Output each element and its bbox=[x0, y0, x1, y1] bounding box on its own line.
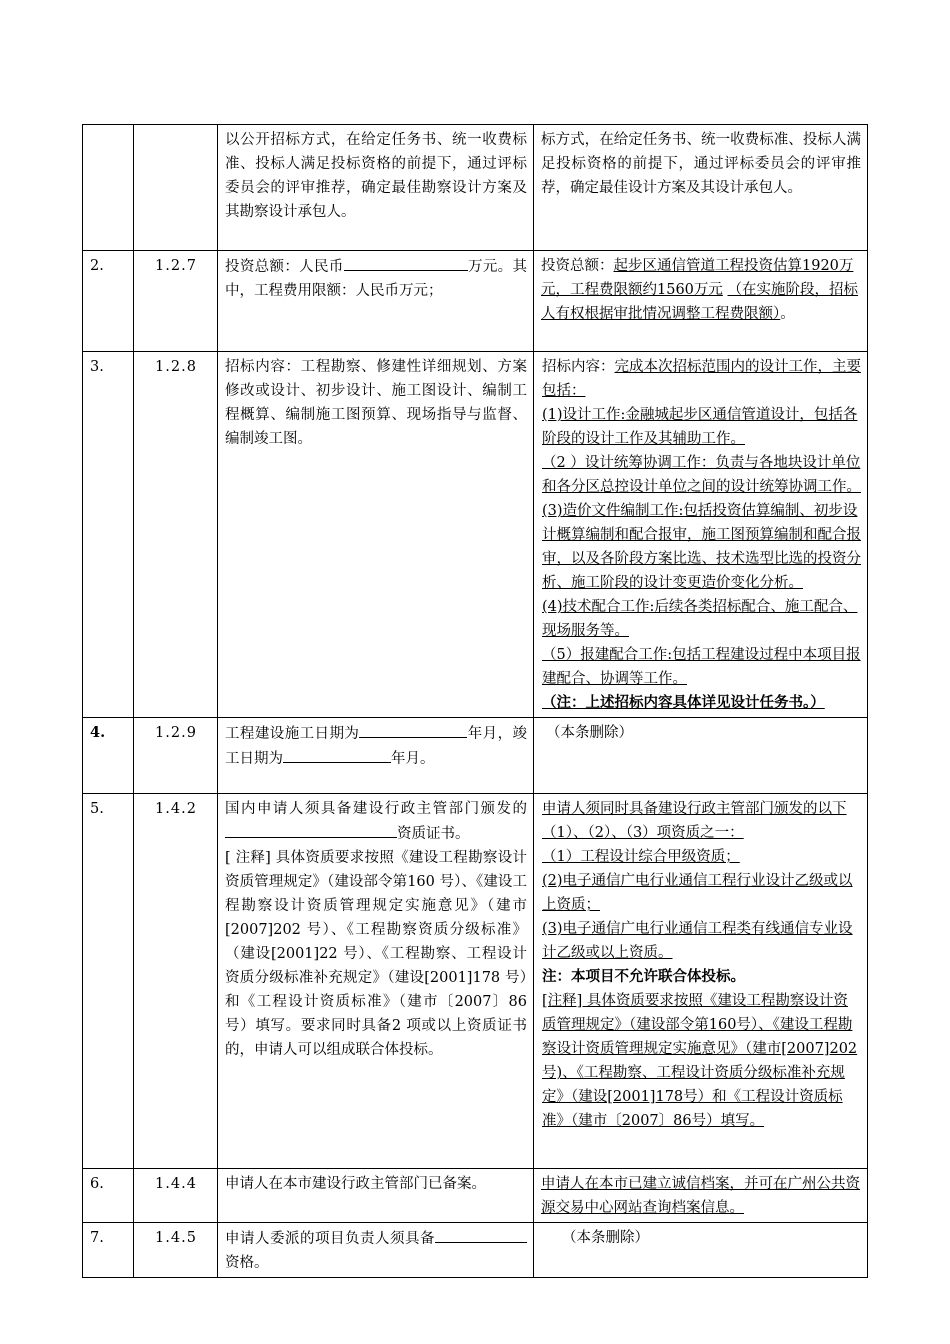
original-text-part: 年月，竣工日期为 bbox=[225, 726, 528, 767]
original-text bbox=[218, 718, 534, 794]
row-number: 3. bbox=[83, 352, 134, 718]
clause-number: 1.4.5 bbox=[134, 1223, 218, 1278]
revised-item: (4)技术配合工作:后续各类招标配合、施工配合、现场服务等。 bbox=[542, 599, 858, 639]
original-text bbox=[218, 1223, 534, 1278]
table-row bbox=[83, 125, 868, 251]
revised-item: （2 ）设计统筹协调工作：负责与各地块设计单位和各分区总控设计单位之间的设计统筹协调工作。 bbox=[542, 455, 861, 495]
table-row bbox=[83, 1223, 868, 1278]
table-row bbox=[83, 352, 868, 718]
original-text-part: 工程建设施工日期为 bbox=[225, 726, 360, 742]
revised-item: 申请人须同时具备建设行政主管部门颁发的以下（1）、（2）、（3）项资质之一： bbox=[542, 801, 847, 841]
clause-number: 1.4.2 bbox=[134, 794, 218, 1169]
revised-lead: 投资总额： bbox=[541, 258, 614, 274]
revised-annotation: [注释] 具体资质要求按照《建设工程勘察设计资质管理规定》（建设部令第160号）、《建设工程勘察设计资质管理规定实施意见》（建市[2007]202号)、《工程勘察、工程设计资质分级标准补充规定》（建设[2001]178号）和《工程设计资质标准》（建市〔2007〕86号）填写。 bbox=[542, 993, 858, 1129]
revised-item: (3)造价文件编制工作:包括投资估算编制、初步设计概算编制和配合报审，施工图预算编制和配合报审，以及各阶段方案比选、技术选型比选的投资分析、施工阶段的设计变更造价变化分析。 bbox=[542, 503, 861, 591]
row-number bbox=[83, 125, 134, 251]
table-row bbox=[83, 794, 868, 1169]
original-text-part: 年月。 bbox=[391, 751, 435, 767]
revised-item: （5）报建配合工作:包括工程建设过程中本项目报建配合、协调等工作。 bbox=[542, 647, 861, 687]
revised-note: 注：本项目不允许联合体投标。 bbox=[542, 968, 745, 985]
original-text: 招标内容：工程勘察、修建性详细规划、方案修改或设计、初步设计、施工图设计、编制工程概算、编制施工图预算、现场指导与监督、编制竣工图。 bbox=[218, 352, 534, 718]
revised-end: 。 bbox=[780, 306, 795, 322]
fill-in-blank bbox=[479, 1226, 527, 1243]
clause-number: 1.2.8 bbox=[134, 352, 218, 718]
row-number: 5. bbox=[83, 794, 134, 1169]
revised-text: （本条删除） bbox=[534, 1223, 868, 1278]
revised-text: （本条删除） bbox=[534, 718, 868, 794]
clause-number: 1.4.4 bbox=[134, 1169, 218, 1223]
table-row bbox=[83, 718, 868, 794]
comparison-table bbox=[82, 124, 868, 1278]
table-row bbox=[83, 251, 868, 352]
original-annotation: [ 注释] 具体资质要求按照《建设工程勘察设计资质管理规定》（建设部令第160 号）、《建设工程勘察设计资质管理规定实施意见》（建市[2007]202 号）、《工程勘察资质分级标准》（建设[2001]22 号）、《工程勘察、工程设计资质分级标准补充规定》（建设[2001]178 号）和《工程设计资质标准》（建市〔2007〕86 号）填写。要求同时具备2 项或以上资质证书的，申请人可以组成联合体投标。 bbox=[225, 850, 527, 1058]
fill-in-blank bbox=[344, 254, 468, 271]
fill-in-blank bbox=[283, 746, 391, 763]
revised-item: 完成本次招标范围内的设计工作，主要包括： bbox=[542, 359, 861, 399]
row-number: 2. bbox=[83, 251, 134, 352]
original-text: 以公开招标方式，在给定任务书、统一收费标准、投标人满足投标资格的前提下，通过评标委员会的评审推荐，确定最佳勘察设计方案及其勘察设计承包人。 bbox=[218, 125, 534, 251]
original-text-part: 资格。 bbox=[225, 1255, 269, 1271]
revised-text bbox=[534, 352, 868, 718]
revised-lead: 招标内容： bbox=[542, 359, 615, 375]
row-number: 4. bbox=[83, 718, 134, 794]
revised-remark: （在实施阶段，招标人有权根据审批情况调整工程费限额） bbox=[541, 282, 859, 322]
original-text-part: 万元。其中，工程费用限额：人民币 bbox=[225, 259, 528, 299]
original-text-part: 国内申请人须具备建设行政主管部门颁发的 bbox=[225, 801, 527, 817]
revised-item: （1）工程设计综合甲级资质； bbox=[542, 849, 740, 865]
original-text bbox=[218, 794, 534, 1169]
fill-in-blank bbox=[359, 721, 467, 738]
revised-text: 申请人在本市已建立诚信档案，并可在广州公共资源交易中心网站查询档案信息。 bbox=[534, 1169, 868, 1223]
row-number: 6. bbox=[83, 1169, 134, 1223]
original-text-part: 投资总额：人民币 bbox=[225, 259, 344, 275]
original-text-part: 申请人委派的项目负责人须具备 bbox=[225, 1231, 435, 1247]
revised-note: （注：上述招标内容具体详见设计任务书。） bbox=[542, 694, 825, 711]
revised-item: (2)电子通信广电行业通信工程行业设计乙级或以上资质； bbox=[542, 873, 853, 913]
fill-in-blank bbox=[435, 1226, 479, 1243]
row-number: 7. bbox=[83, 1223, 134, 1278]
clause-number bbox=[134, 125, 218, 251]
revised-item: (1)设计工作:金融城起步区通信管道设计，包括各阶段的设计工作及其辅助工作。 bbox=[542, 407, 858, 447]
table-row bbox=[83, 1169, 868, 1223]
revised-text: 标方式，在给定任务书、统一收费标准、投标人满足投标资格的前提下，通过评标委员会的评审推荐，确定最佳设计方案及其设计承包人。 bbox=[534, 125, 868, 251]
original-text bbox=[218, 251, 534, 352]
clause-number: 1.2.9 bbox=[134, 718, 218, 794]
revised-item: (3)电子通信广电行业通信工程类有线通信专业设计乙级或以上资质。 bbox=[542, 921, 853, 961]
revised-amount: 起步区通信管道工程投资估算1920万元，工程费限额约1560万元 bbox=[541, 258, 854, 298]
original-text-part: 资质证书。 bbox=[397, 826, 470, 842]
original-text-part: 万元； bbox=[399, 283, 443, 299]
revised-text bbox=[534, 251, 868, 352]
original-text: 申请人在本市建设行政主管部门已备案。 bbox=[218, 1169, 534, 1223]
revised-text bbox=[534, 794, 868, 1169]
fill-in-blank bbox=[225, 821, 397, 838]
clause-number: 1.2.7 bbox=[134, 251, 218, 352]
